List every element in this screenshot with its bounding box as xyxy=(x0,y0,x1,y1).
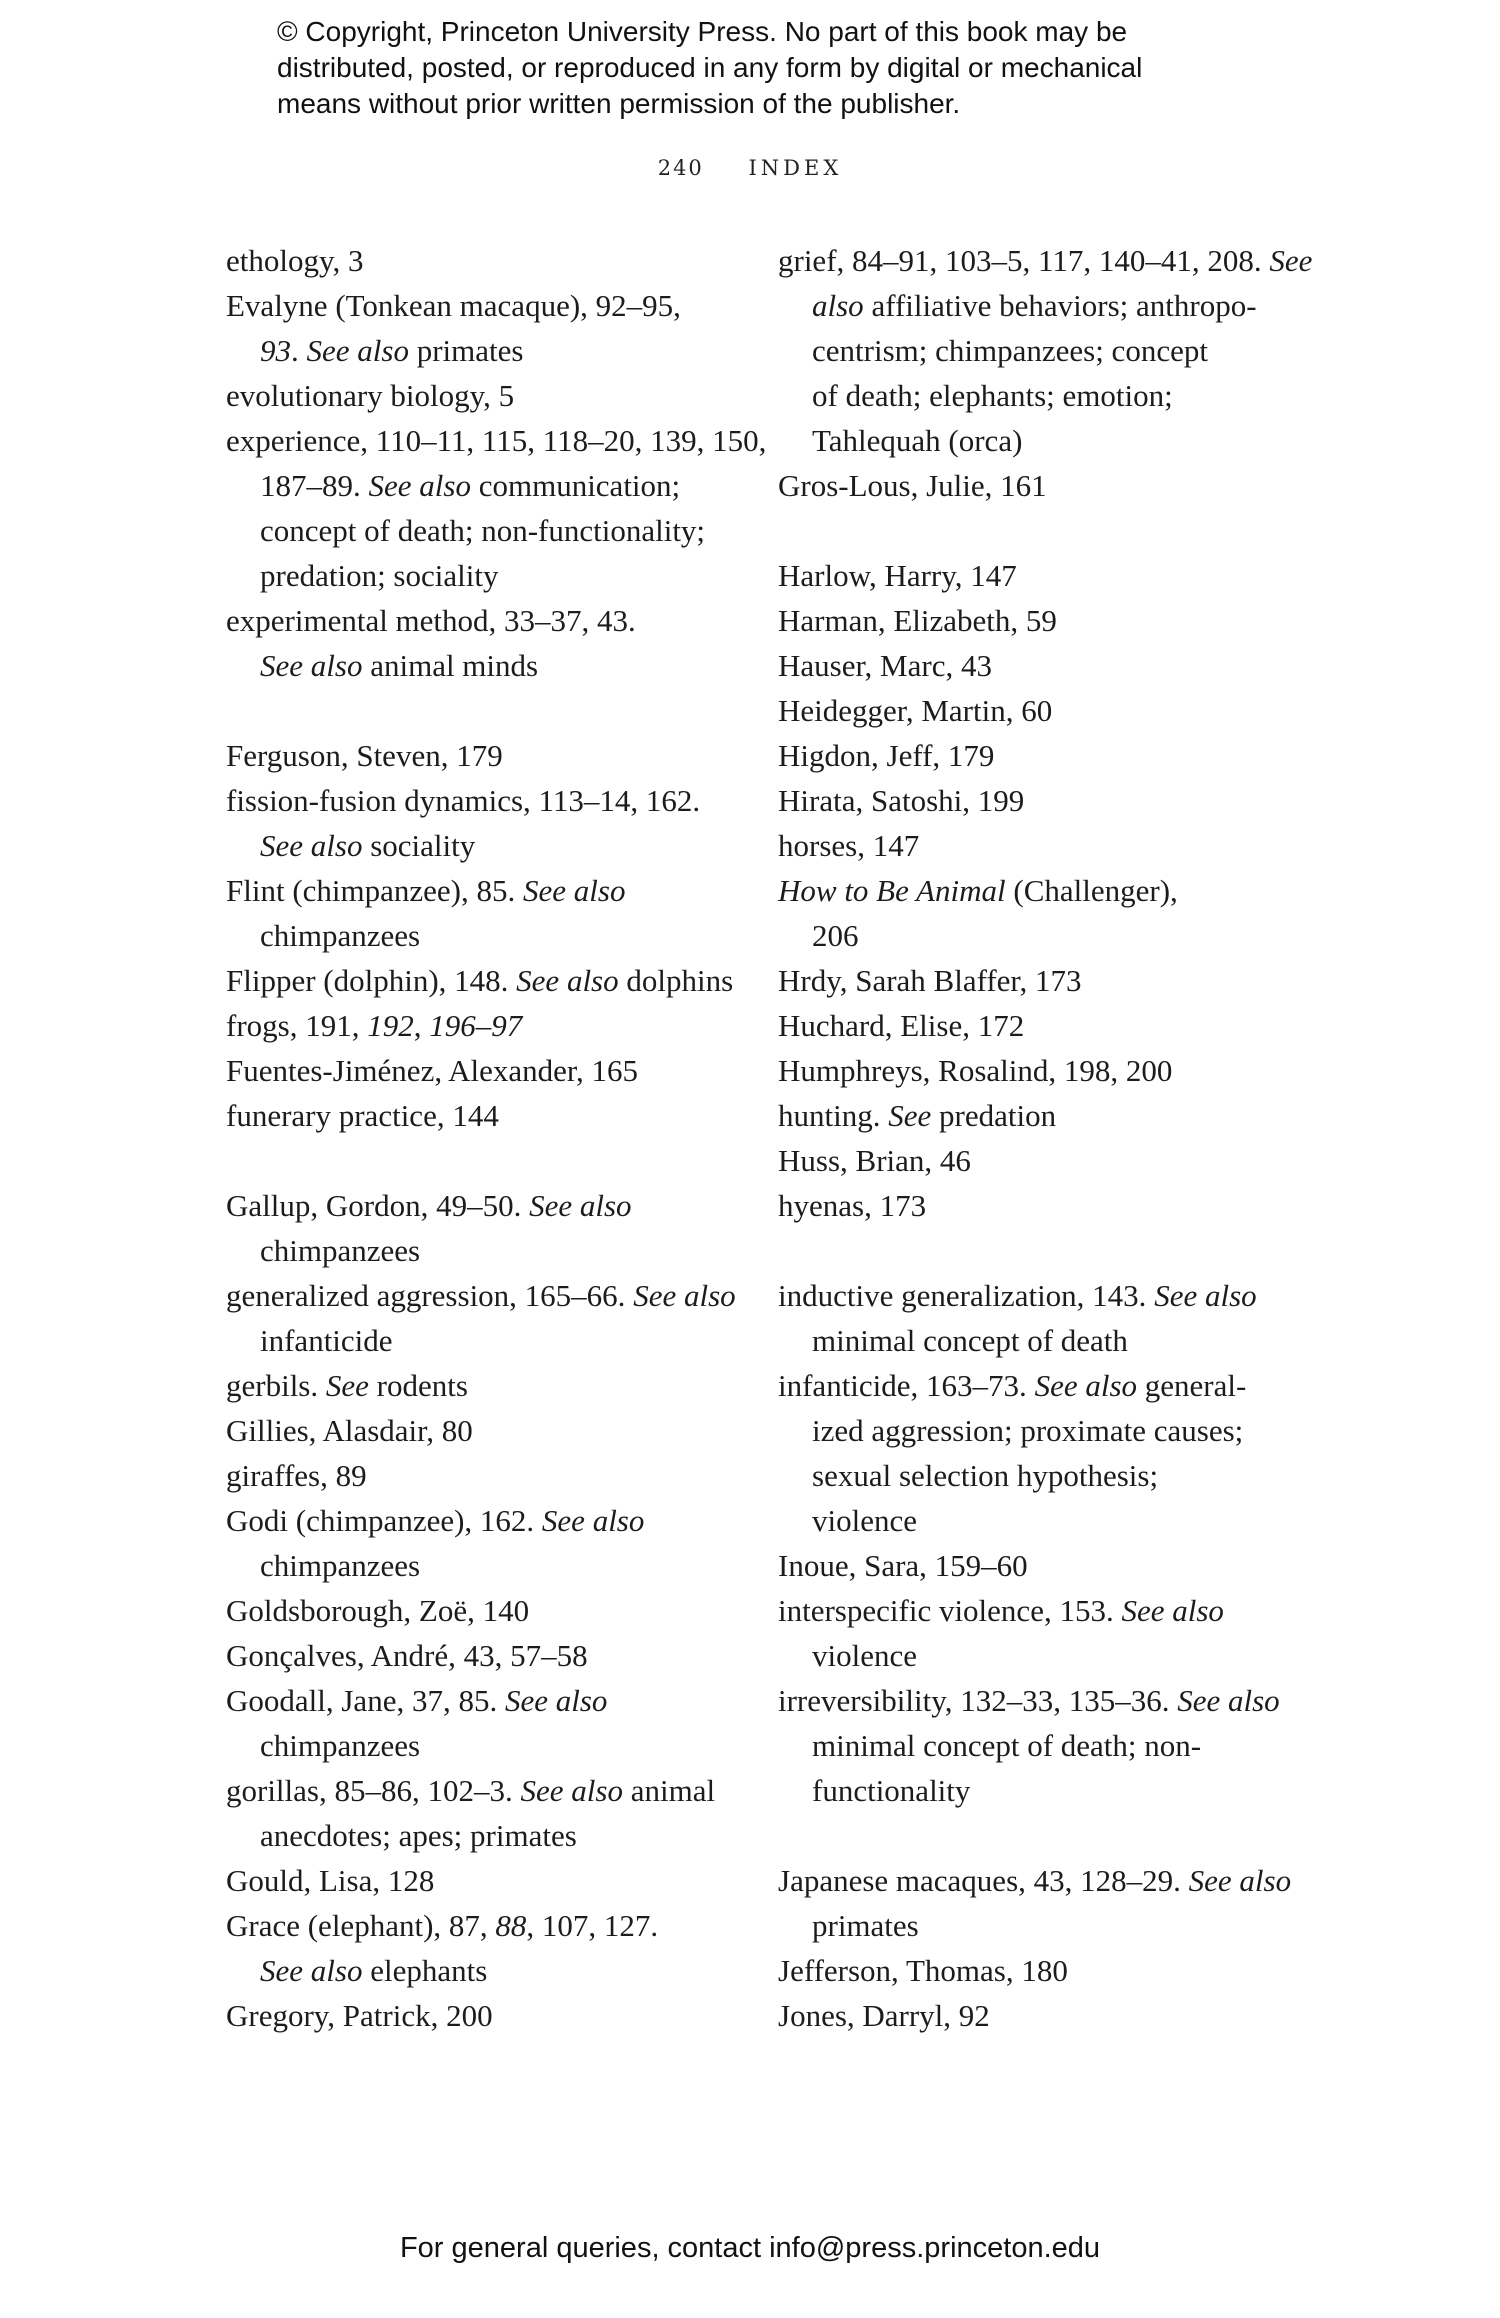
index-entry-line: frogs, 191, 192, 196–97 xyxy=(226,1008,523,1043)
index-entry-continuation: centrism; chimpanzees; concept xyxy=(812,333,1208,368)
index-entry-line: Goodall, Jane, 37, 85. See also xyxy=(226,1683,608,1718)
index-entry xyxy=(226,958,746,1003)
index-entry-line: Inoue, Sara, 159–60 xyxy=(778,1548,1028,1583)
index-entry-line: Harman, Elizabeth, 59 xyxy=(778,603,1057,638)
index-entry xyxy=(778,643,1298,688)
index-entry-line: grief, 84–91, 103–5, 117, 140–41, 208. See xyxy=(778,243,1313,278)
copyright-line: means without prior written permission of the publisher. xyxy=(277,88,961,119)
index-entry xyxy=(778,1093,1298,1138)
index-entry-line: Huchard, Elise, 172 xyxy=(778,1008,1025,1043)
section-title: INDEX xyxy=(748,156,843,180)
index-entry-continuation: chimpanzees xyxy=(260,1728,421,1763)
index-entry xyxy=(778,553,1298,598)
index-entry xyxy=(226,1768,746,1858)
letter-group-spacer xyxy=(778,508,1298,553)
index-entry xyxy=(778,463,1298,508)
index-entry-continuation: infanticide xyxy=(260,1323,393,1358)
index-column-right xyxy=(778,238,1313,2038)
page-number: 240 xyxy=(657,156,704,180)
index-entry-line: Hrdy, Sarah Blaffer, 173 xyxy=(778,963,1082,998)
index-entry xyxy=(778,1948,1298,1993)
index-entry-continuation: minimal concept of death; non- xyxy=(812,1728,1202,1763)
index-entry-line: Ferguson, Steven, 179 xyxy=(226,738,503,773)
index-entry-continuation: chimpanzees xyxy=(260,918,421,953)
index-entry-line: Gillies, Alasdair, 80 xyxy=(226,1413,473,1448)
index-entry xyxy=(778,823,1298,868)
copyright-line: distributed, posted, or reproduced in any form by digital or mechanical xyxy=(277,52,1143,83)
index-entry xyxy=(226,1048,746,1093)
index-entry-line: Grace (elephant), 87, 88, 107, 127. xyxy=(226,1908,659,1943)
index-entry xyxy=(778,1993,1298,2038)
index-entry-line: irreversibility, 132–33, 135–36. See also xyxy=(778,1683,1280,1718)
index-entry-line: Fuentes-Jiménez, Alexander, 165 xyxy=(226,1053,638,1088)
index-entry-continuation: ized aggression; proximate causes; xyxy=(812,1413,1244,1448)
index-entry-continuation: See also animal minds xyxy=(260,648,539,683)
index-entry-line: hunting. See predation xyxy=(778,1098,1057,1133)
index-entry xyxy=(778,958,1298,1003)
index-entry-continuation: primates xyxy=(812,1908,919,1943)
index-entry-line: Hauser, Marc, 43 xyxy=(778,648,992,683)
index-entry-line: interspecific violence, 153. See also xyxy=(778,1593,1224,1628)
index-entry xyxy=(226,1588,746,1633)
index-entry-line: fission-fusion dynamics, 113–14, 162. xyxy=(226,783,701,818)
index-entry-line: horses, 147 xyxy=(778,828,920,863)
index-entry-line: Evalyne (Tonkean macaque), 92–95, xyxy=(226,288,681,323)
index-entry-line: infanticide, 163–73. See also general- xyxy=(778,1368,1247,1403)
index-entry-line: Gallup, Gordon, 49–50. See also xyxy=(226,1188,632,1223)
index-entry xyxy=(778,1003,1298,1048)
index-entry-line: Higdon, Jeff, 179 xyxy=(778,738,995,773)
index-entry-continuation: Tahlequah (orca) xyxy=(812,423,1023,458)
index-entry-continuation: predation; sociality xyxy=(260,558,499,593)
copyright-notice xyxy=(277,14,1277,122)
index-entry-line: experimental method, 33–37, 43. xyxy=(226,603,636,638)
index-entry xyxy=(778,238,1313,463)
index-entry xyxy=(778,1588,1298,1678)
index-entry-line: Heidegger, Martin, 60 xyxy=(778,693,1053,728)
index-entry-line: gerbils. See rodents xyxy=(226,1368,468,1403)
index-entry-line: Flint (chimpanzee), 85. See also xyxy=(226,873,626,908)
index-entry-continuation: anecdotes; apes; primates xyxy=(260,1818,577,1853)
index-entry xyxy=(778,1273,1298,1363)
index-entry-continuation: chimpanzees xyxy=(260,1548,421,1583)
index-entry-line: Gonçalves, André, 43, 57–58 xyxy=(226,1638,588,1673)
index-entry-line: inductive generalization, 143. See also xyxy=(778,1278,1257,1313)
index-entry-continuation: violence xyxy=(812,1638,918,1673)
index-entry xyxy=(226,1003,746,1048)
index-entry xyxy=(226,733,746,778)
index-entry-continuation: of death; elephants; emotion; xyxy=(812,378,1173,413)
index-entry xyxy=(226,1993,746,2038)
index-entry xyxy=(226,418,767,598)
index-entry xyxy=(226,778,746,868)
index-entry-continuation: See also elephants xyxy=(260,1953,488,1988)
index-entry xyxy=(778,688,1298,733)
index-entry-line: gorillas, 85–86, 102–3. See also animal xyxy=(226,1773,716,1808)
index-entry-line: Huss, Brian, 46 xyxy=(778,1143,971,1178)
index-entry-line: Jefferson, Thomas, 180 xyxy=(778,1953,1068,1988)
index-entry xyxy=(226,1858,746,1903)
footer-contact: For general queries, contact info@press.princeton.edu xyxy=(399,2232,1101,2264)
index-entry-continuation: 206 xyxy=(812,918,859,953)
index-entry-continuation: functionality xyxy=(812,1773,971,1808)
index-entry-line: funerary practice, 144 xyxy=(226,1098,499,1133)
index-entry-line: Japanese macaques, 43, 128–29. See also xyxy=(778,1863,1292,1898)
index-entry xyxy=(226,1273,746,1363)
index-entry xyxy=(226,1183,746,1273)
index-entry xyxy=(226,1903,746,1993)
index-entry xyxy=(778,778,1298,823)
index-entry xyxy=(778,1543,1298,1588)
letter-group-spacer xyxy=(226,688,746,733)
index-entry-continuation: See also sociality xyxy=(260,828,476,863)
index-entry xyxy=(778,1048,1298,1093)
index-entry xyxy=(226,598,746,688)
index-entry-line: hyenas, 173 xyxy=(778,1188,927,1223)
index-entry-line: Gros-Lous, Julie, 161 xyxy=(778,468,1047,503)
index-entry xyxy=(226,1453,746,1498)
index-entry-continuation: 187–89. See also communication; xyxy=(260,468,681,503)
running-head xyxy=(0,156,1500,180)
index-entry-continuation: also affiliative behaviors; anthropo- xyxy=(812,288,1257,323)
index-entry xyxy=(226,283,746,373)
index-entry xyxy=(778,598,1298,643)
index-entry-continuation: sexual selection hypothesis; xyxy=(812,1458,1159,1493)
index-entry xyxy=(226,1093,746,1138)
index-entry xyxy=(778,868,1298,958)
index-column-left xyxy=(226,238,767,2038)
index-entry-line: generalized aggression, 165–66. See also xyxy=(226,1278,736,1313)
index-entry-line: Humphreys, Rosalind, 198, 200 xyxy=(778,1053,1173,1088)
index-entry xyxy=(226,238,746,283)
index-entry xyxy=(226,1633,746,1678)
copyright-line: © Copyright, Princeton University Press. No part of this book may be xyxy=(277,16,1128,47)
index-entry xyxy=(778,1678,1298,1813)
index-entry-line: Hirata, Satoshi, 199 xyxy=(778,783,1025,818)
index-entry xyxy=(226,1678,746,1768)
index-entry-continuation: violence xyxy=(812,1503,918,1538)
index-entry-continuation: chimpanzees xyxy=(260,1233,421,1268)
index-entry-line: How to Be Animal (Challenger), xyxy=(778,873,1178,908)
letter-group-spacer xyxy=(226,1138,746,1183)
letter-group-spacer xyxy=(778,1228,1298,1273)
index-entry-continuation: concept of death; non-functionality; xyxy=(260,513,706,548)
index-entry-line: Gregory, Patrick, 200 xyxy=(226,1998,493,2033)
index-entry xyxy=(226,1408,746,1453)
index-entry-line: ethology, 3 xyxy=(226,243,364,278)
index-entry xyxy=(226,868,746,958)
index-entry-line: Flipper (dolphin), 148. See also dolphins xyxy=(226,963,734,998)
letter-group-spacer xyxy=(778,1813,1298,1858)
index-entry-line: Godi (chimpanzee), 162. See also xyxy=(226,1503,645,1538)
index-entry xyxy=(226,1498,746,1588)
index-entry xyxy=(778,1183,1298,1228)
index-entry-line: Goldsborough, Zoë, 140 xyxy=(226,1593,530,1628)
index-entry-line: evolutionary biology, 5 xyxy=(226,378,515,413)
index-entry xyxy=(778,1363,1298,1543)
index-entry xyxy=(226,1363,746,1408)
index-entry xyxy=(226,373,746,418)
index-entry-continuation: 93. See also primates xyxy=(260,333,524,368)
index-entry-line: giraffes, 89 xyxy=(226,1458,367,1493)
index-entry xyxy=(778,733,1298,778)
index-entry-line: Gould, Lisa, 128 xyxy=(226,1863,435,1898)
index-entry xyxy=(778,1858,1298,1948)
index-entry-line: experience, 110–11, 115, 118–20, 139, 150, xyxy=(226,423,767,458)
index-entry-line: Jones, Darryl, 92 xyxy=(778,1998,990,2033)
index-entry-line: Harlow, Harry, 147 xyxy=(778,558,1017,593)
index-entry-continuation: minimal concept of death xyxy=(812,1323,1128,1358)
index-entry xyxy=(778,1138,1298,1183)
